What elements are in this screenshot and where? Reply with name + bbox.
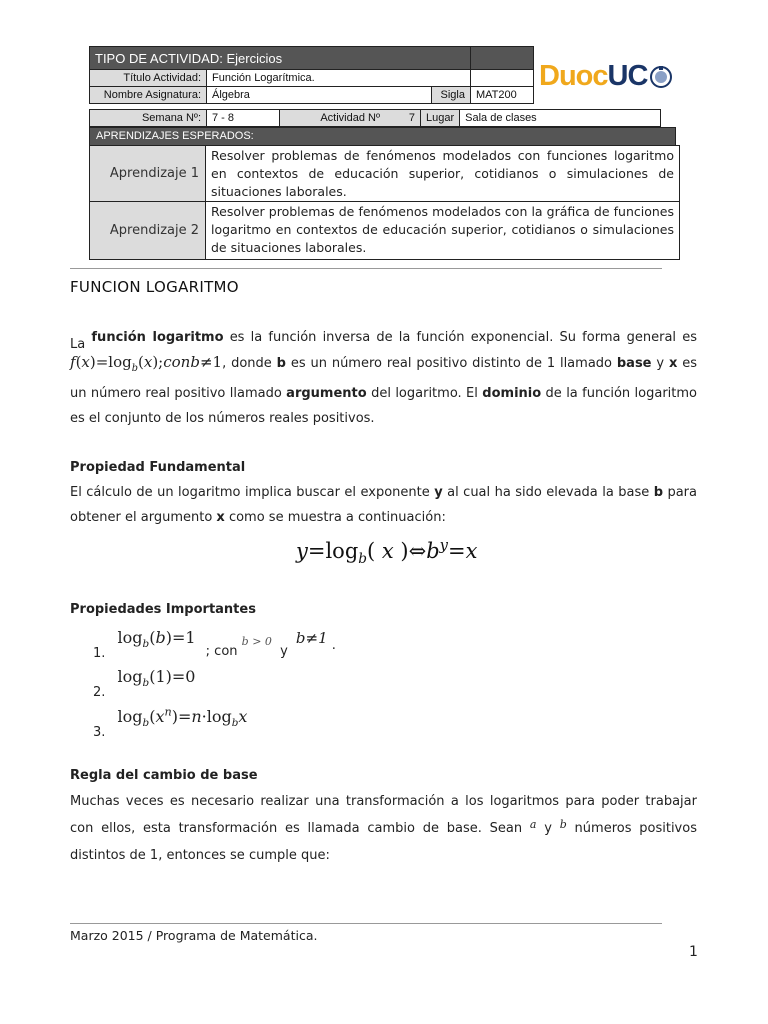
change-base-b: b: [559, 818, 567, 831]
property-1-end: .: [331, 638, 336, 653]
intro-formula: f: [70, 353, 76, 371]
intro-t5: es un número real positivo llamado: [70, 356, 697, 401]
fundamental-equation: $y=\log_b$( x )$\Leftrightarrow b^y=x$: [296, 537, 478, 568]
intro-t6: del logaritmo. El: [366, 386, 483, 401]
title-extra-cell: [471, 70, 534, 87]
header-divider: [70, 268, 662, 269]
property-1-cond1: b > 0: [241, 635, 272, 648]
intro-t4: y: [651, 356, 669, 371]
change-base-t1: Muchas veces es necesario realizar una transformación a los logaritmos para poder trabajar con ellos, esta transformación es llamada cambio de base. Sean: [70, 794, 697, 836]
logo-crest-icon: [649, 64, 673, 90]
learning-2-label: Aprendizaje 2: [90, 202, 206, 259]
fundamental-x: x: [216, 510, 225, 525]
fundamental-heading: Propiedad Fundamental: [70, 460, 246, 475]
header-dark-cell: [471, 47, 534, 70]
activity-header-table: [89, 46, 534, 104]
property-3-num: 3.: [93, 725, 106, 741]
property-2-formula: $\log_b(1)=0$: [117, 667, 196, 690]
fundamental-t3: para obtener el argumento: [70, 485, 697, 525]
property-2: [93, 667, 196, 700]
property-1-note2: y: [280, 644, 288, 659]
page-number: 1: [689, 944, 698, 960]
title-label: Título Actividad:: [90, 70, 207, 87]
learning-1-text: Resolver problemas de fenómenos modelados con funciones logaritmo en contextos de educación superior, cotidianos o simulaciones de situaciones laborales.: [211, 148, 674, 199]
intro-argumento: argumento: [286, 386, 367, 401]
learning-2: [89, 201, 680, 260]
intro-x: x: [668, 356, 678, 371]
code-label: Sigla: [432, 87, 471, 104]
week-value: 7 - 8: [207, 110, 280, 127]
code-value: MAT200: [471, 87, 534, 104]
footer-text: Marzo 2015 / Programa de Matemática.: [70, 928, 318, 943]
section-title: FUNCION LOGARITMO: [70, 278, 239, 296]
learning-1: [89, 145, 680, 202]
property-3-formula: $\log_b(x^n)=n\cdot\log_bx$: [117, 706, 248, 730]
activity-num-label: [280, 110, 421, 127]
properties-heading: Propiedades Importantes: [70, 602, 256, 617]
learning-1-label: Aprendizaje 1: [90, 146, 206, 201]
intro-t2: , donde: [222, 356, 277, 371]
intro-t7: de la función logaritmo es el conjunto de los números reales positivos.: [70, 386, 698, 426]
property-1-formula: $\log_b(b)=1$: [117, 628, 196, 651]
fundamental-paragraph: [70, 480, 697, 530]
property-2-num: 2.: [93, 685, 106, 700]
logo-uc: UC: [607, 60, 648, 92]
intro-la: La: [70, 337, 86, 352]
intro-base: base: [616, 356, 652, 371]
fundamental-t2: al cual ha sido elevada la base: [442, 485, 654, 500]
activity-num-value: 7: [408, 112, 415, 124]
property-1-num: 1.: [93, 646, 106, 661]
subject-value: Álgebra: [207, 87, 432, 104]
intro-paragraph: [70, 325, 697, 431]
change-base-heading: Regla del cambio de base: [70, 768, 258, 783]
week-label: Semana Nº:: [90, 110, 207, 127]
week-row-table: [89, 109, 661, 127]
change-base-t3: números positivos distintos de 1, entonces se cumple que:: [70, 821, 697, 863]
property-1-note1: ; con: [205, 644, 238, 659]
subject-label: Nombre Asignatura:: [90, 87, 207, 104]
change-base-paragraph: [70, 788, 697, 869]
learnings-heading: APRENDIZAJES ESPERADOS:: [89, 127, 676, 146]
fundamental-t4: como se muestra a continuación:: [224, 510, 446, 525]
activity-type: TIPO DE ACTIVIDAD: Ejercicios: [90, 47, 471, 70]
activity-num-label-text: Actividad Nº: [320, 112, 380, 124]
property-3: [93, 706, 248, 741]
title-value: Función Logarítmica.: [207, 70, 471, 87]
fundamental-b: b: [653, 485, 664, 500]
change-base-t2: y: [536, 821, 560, 836]
logo-duoc: Duoc: [539, 60, 608, 92]
intro-b: b: [276, 356, 286, 371]
footer-divider: [70, 923, 662, 924]
intro-t1: es la función inversa de la función exponencial. Su forma general es: [223, 330, 697, 345]
change-base-a: a: [529, 818, 537, 831]
intro-dominio: dominio: [482, 386, 542, 401]
place-value: Sala de clases: [460, 110, 661, 127]
intro-term: función logaritmo: [91, 330, 224, 345]
intro-formula-rest: $(x)=\log_b(x);conb\ne 1$: [75, 353, 223, 374]
learning-2-text: Resolver problemas de fenómenos modelados con la gráfica de funciones logaritmo en contextos de educación superior, cotidianos o simulaciones de situaciones laborales.: [211, 204, 674, 255]
property-1: [93, 628, 336, 661]
property-1-cond2: b≠1: [295, 629, 328, 647]
fundamental-t1: El cálculo de un logaritmo implica buscar el exponente: [70, 485, 435, 500]
intro-t3: es un número real positivo distinto de 1 llamado: [285, 356, 617, 371]
fundamental-y: y: [434, 485, 443, 500]
duoc-uc-logo: [539, 60, 673, 93]
place-label: Lugar: [421, 110, 460, 127]
